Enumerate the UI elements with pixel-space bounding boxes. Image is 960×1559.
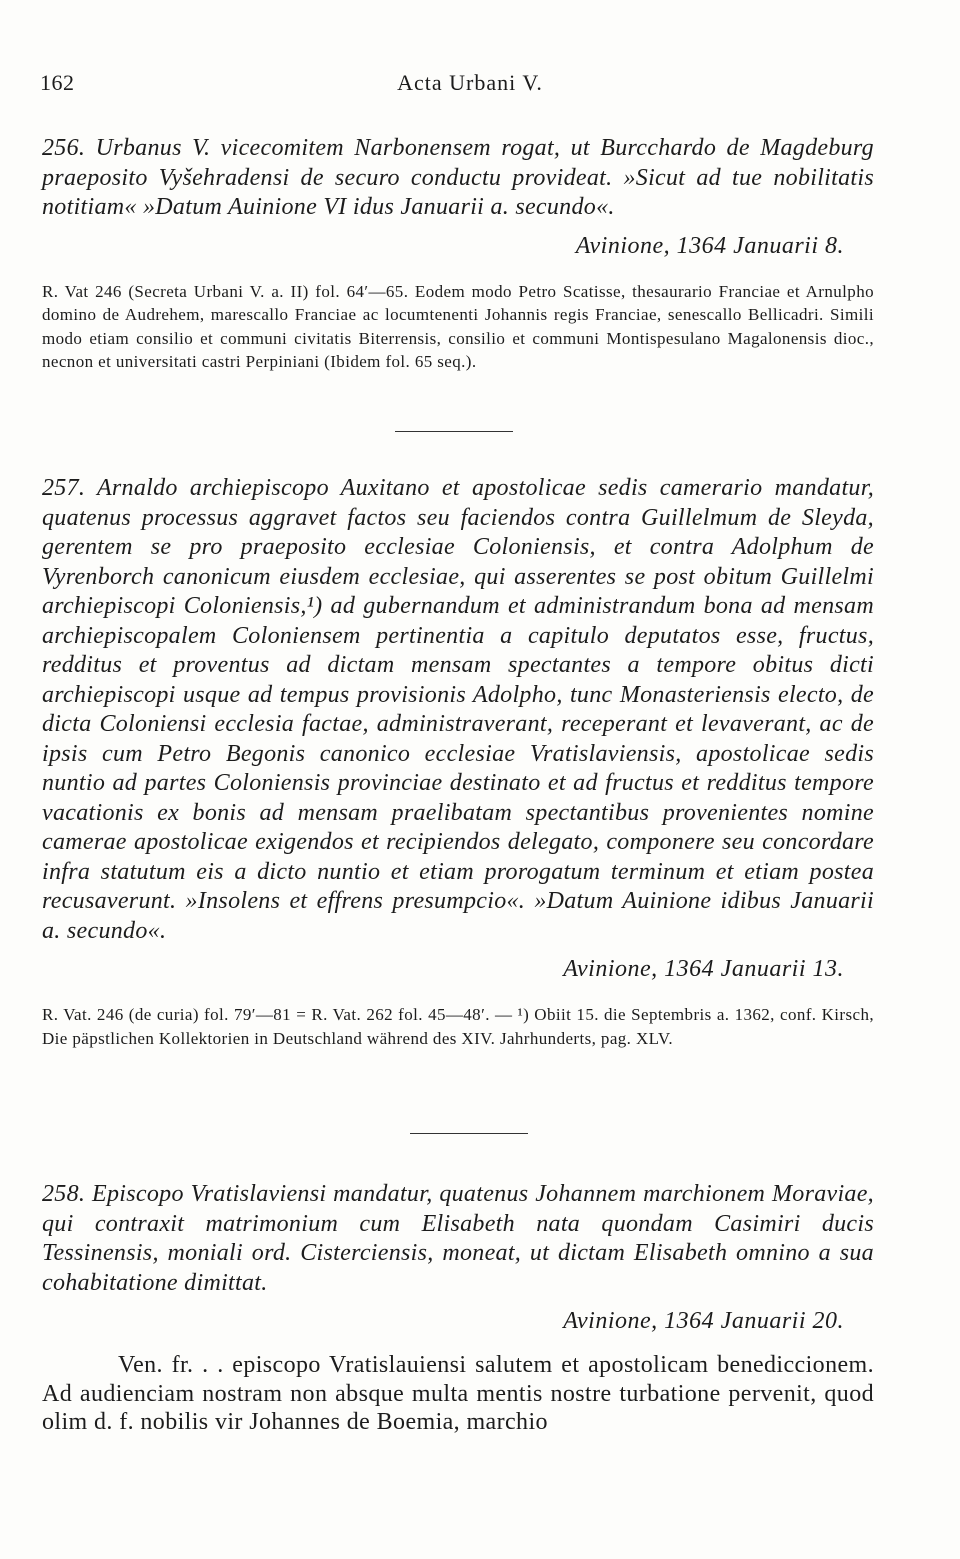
entry-date: Avinione, 1364 Januarii 13. <box>563 956 844 982</box>
archival-note: R. Vat. 246 (de curia) fol. 79′—81 = R. Vat. 262 fol. 45—48′. — ¹) Obiit 15. die Septembris a. 1362, conf. Kirsch, Die päpstlichen Kollektorien in Deutschland während des XIV. Jahrhunderts, pag. XLV. <box>42 1005 874 1048</box>
section-divider <box>410 1133 528 1134</box>
entry-number: 256. <box>42 135 86 161</box>
page-number: 162 <box>40 70 75 95</box>
entry-number: 258. <box>42 1181 86 1207</box>
entry-number: 257. <box>42 475 86 501</box>
summary-text: Arnaldo archiepiscopo Auxitano et apostolicae sedis camerario mandatur, quatenus processus aggravet factos seu faciendos contra Guillelmum de Sleyda, gerentem se pro praeposito ecclesiae Coloniensis, et contra Adolphum de Vyrenborch canonicum eiusdem ecclesiae, qui asserentes se post obitum Guillelmi archiepiscopi Coloniensis,¹) ad gubernandum et administrandum bona ad mensam archiepiscopalem Coloniensem pertinentia a capitulo deputatos esse, fructus, redditus et proventus ad dictam mensam spectantes a tempore obitus dicti archiepiscopi usque ad tempus provisionis Adolpho, tunc Monasteriensis electo, de dicta Coloniensi ecclesia factae, administraverant, receperant et levaverant, ac de ipsis cum Petro Begonis canonico ecclesiae Vratislaviensis, apostolicae sedis nuntio ad partes Coloniensis provinciae destinato et ad fructus et redditus tempore vacationis ex bonis ad mensam praelibatam spectantibus provenientes nomine camerae apostolicae exigendos et recipiendos delegato, componere seu concordare infra statutum eis a dicto nuntio et etiam prorogatum terminum et etiam postea recusaverunt. »Insolens et effrens presumpcio«. »Datum Auinione idibus Januarii a. secundo«. <box>42 475 874 944</box>
entry-date: Avinione, 1364 Januarii 20. <box>563 1308 844 1334</box>
summary-text: Urbanus V. vicecomitem Narbonensem rogat, ut Burcchardo de Magdeburg praeposito Vyšehradensi de securo conductu provideat. »Sicut ad tue nobilitatis notitiam« »Datum Auinione VI idus Januarii a. secundo«. <box>42 135 874 220</box>
entry-summary <box>42 474 874 946</box>
page-header <box>40 70 900 104</box>
entry-summary <box>42 1180 874 1298</box>
entry-256 <box>42 134 874 374</box>
summary-text: Episcopo Vratislaviensi mandatur, quatenus Johannem marchionem Moraviae, qui contraxit matrimonium cum Elisabeth nata quondam Casimiri ducis Tessinensis, moniali ord. Cisterciensis, moneat, ut dictam Elisabeth omnino a sua cohabitatione dimittat. <box>42 1181 874 1296</box>
entry-summary <box>42 134 874 223</box>
entry-date: Avinione, 1364 Januarii 8. <box>575 232 844 259</box>
letter-body: Ven. fr. . . episcopo Vratislauiensi salutem et apostolicam benediccionem. Ad audienciam nostram non absque multa mentis nostre turbatione pervenit, quod olim d. f. nobilis vir Johannes de Boemia, marchio <box>42 1352 874 1435</box>
running-title: Acta Urbani V. <box>397 70 543 95</box>
section-divider <box>395 431 513 432</box>
entry-257 <box>42 474 874 1050</box>
archival-note: R. Vat 246 (Secreta Urbani V. a. II) fol. 64′—65. Eodem modo Petro Scatisse, thesaurario Franciae et Arnulpho domino de Audrehem, marescallo Franciae ac locumtenenti Johannis regis Franciae, senescallo Bellicadri. Simili modo etiam consilio et communi civitatis Biterrensis, consilio et communi Montispesulano Magalonensis dioc., necnon et universitati castri Perpiniani (Ibidem fol. 65 seq.). <box>42 281 874 371</box>
entry-258 <box>42 1180 874 1437</box>
